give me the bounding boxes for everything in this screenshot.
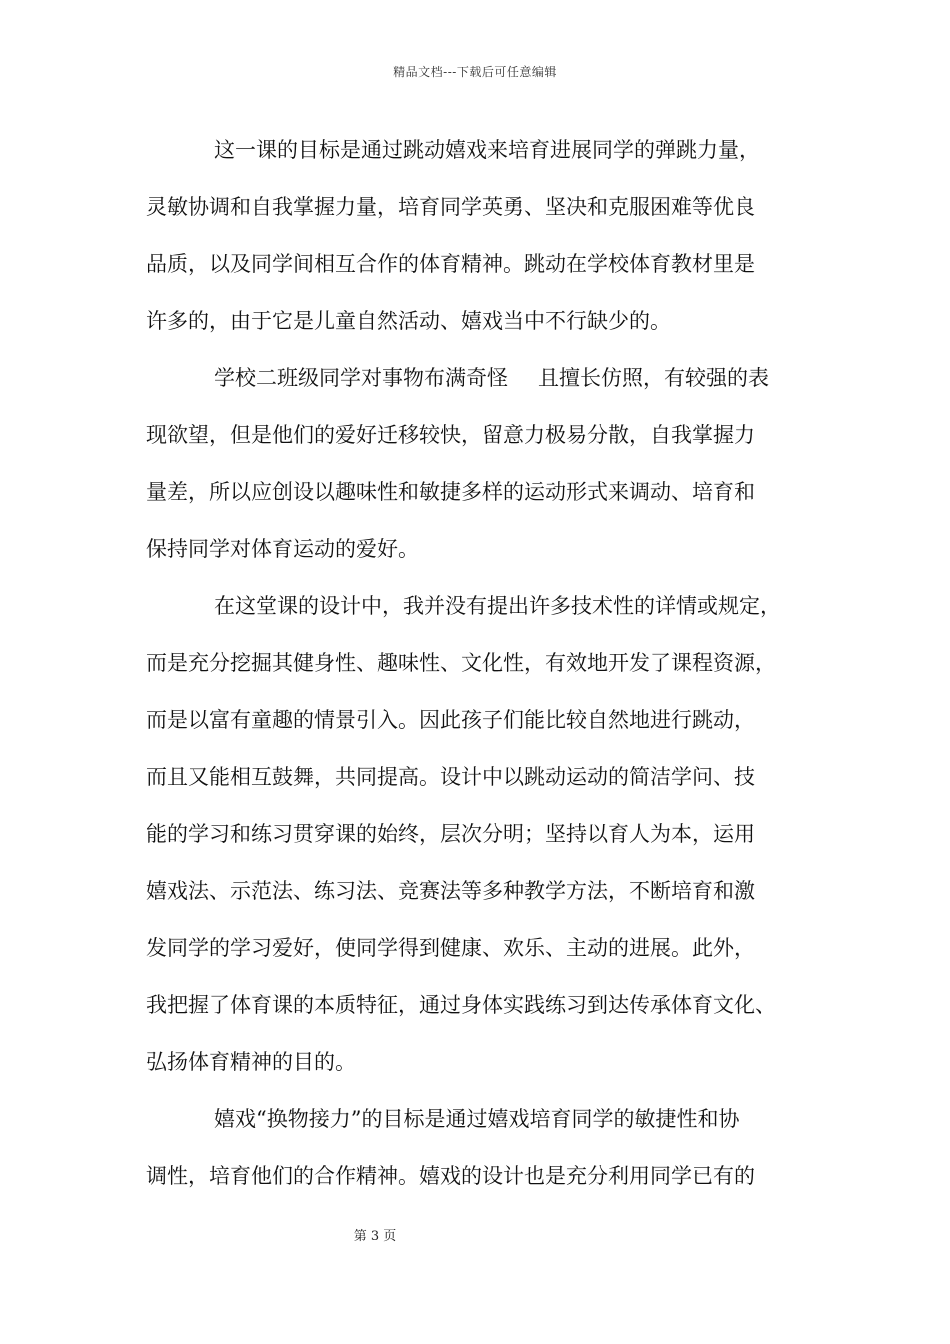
paragraph-3-line-6: 嬉戏法、示范法、练习法、竞赛法等多种教学方法，不断培育和激: [146, 879, 755, 903]
paragraph-3-line-1: 在这堂课的设计中，我并没有提出许多技术性的详情或规定，: [214, 594, 781, 618]
page-number: 第 3 页: [353, 1229, 397, 1244]
paragraph-3-line-7: 发同学的学习爱好，使同学得到健康、欢乐、主动的进展。此外，: [146, 936, 755, 960]
paragraph-2-line-3: 量差，所以应创设以趣味性和敏捷多样的运动形式来调动、培育和: [146, 480, 755, 504]
paragraph-1-line-3: 品质，以及同学间相互合作的体育精神。跳动在学校体育教材里是: [146, 252, 755, 276]
document-body: [146, 128, 826, 1211]
paragraph-2-line-1: [146, 356, 826, 413]
paragraph-3-line-4: 而且又能相互鼓舞，共同提高。设计中以跳动运动的简洁学问、技: [146, 765, 755, 789]
paragraph-2-line-1-part-2: 且擅长仿照，有较强的表: [538, 366, 769, 390]
paragraph-4-line-1: 嬉戏“换物接力”的目标是通过嬉戏培育同学的敏捷性和协: [214, 1107, 740, 1131]
paragraph-1-line-2: 灵敏协调和自我掌握力量，培育同学英勇、坚决和克服困难等优良: [146, 195, 755, 219]
paragraph-1-line-4: 许多的，由于它是儿童自然活动、嬉戏当中不行缺少的。: [146, 309, 671, 333]
paragraph-3-line-8: 我把握了体育课的本质特征，通过身体实践练习到达传承体育文化、: [146, 993, 776, 1017]
paragraph-1-line-1: 这一课的目标是通过跳动嬉戏来培育进展同学的弹跳力量，: [214, 138, 760, 162]
paragraph-4-line-2: 调性，培育他们的合作精神。嬉戏的设计也是充分利用同学已有的: [146, 1164, 755, 1188]
paragraph-3-line-9: 弘扬体育精神的目的。: [146, 1050, 356, 1074]
page-header: 精品文档---下载后可任意编辑: [393, 65, 557, 79]
paragraph-2-line-1-part-1: 学校二班级同学对事物布满奇怪: [214, 366, 508, 390]
paragraph-2-line-2: 现欲望，但是他们的爱好迁移较快，留意力极易分散，自我掌握力: [146, 423, 755, 447]
paragraph-2-line-4: 保持同学对体育运动的爱好。: [146, 537, 419, 561]
paragraph-3-line-2: 而是充分挖掘其健身性、趣味性、文化性，有效地开发了课程资源，: [146, 651, 776, 675]
paragraph-3-line-3: 而是以富有童趣的情景引入。因此孩子们能比较自然地进行跳动，: [146, 708, 755, 732]
paragraph-3-line-5: 能的学习和练习贯穿课的始终，层次分明；坚持以育人为本，运用: [146, 822, 755, 846]
